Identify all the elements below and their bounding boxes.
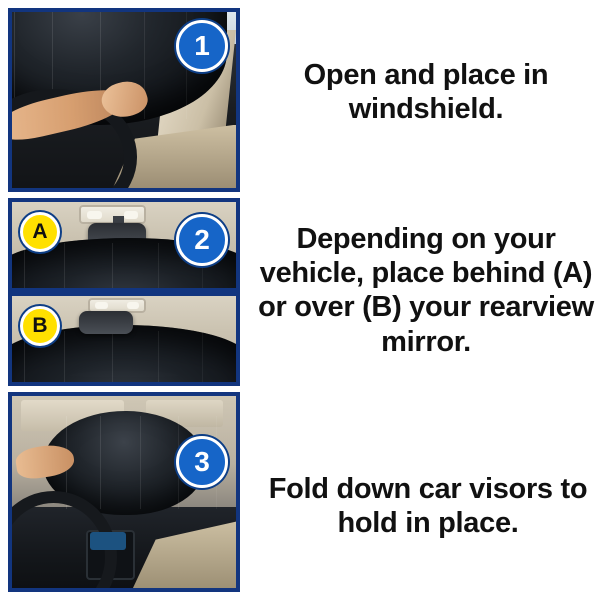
step-1-photo-panel <box>8 8 240 192</box>
step-1-badge: 1 <box>176 20 228 72</box>
step-2-badge: 2 <box>176 214 228 266</box>
step-2-marker-a: A <box>20 212 60 252</box>
step-3-photo <box>12 396 236 588</box>
step-2-caption: Depending on your vehicle, place behind (A) or over (B) your rearview mirror. <box>258 223 594 358</box>
infotainment-screen <box>90 532 126 549</box>
step-2b-photo-panel <box>8 292 240 386</box>
step-2-marker-b: B <box>20 306 60 346</box>
step-3-badge: 3 <box>176 436 228 488</box>
step-3-photo-panel <box>8 392 240 592</box>
step-3-caption: Fold down car visors to hold in place. <box>268 473 588 540</box>
rearview-mirror <box>79 311 133 333</box>
step-1-caption: Open and place in windshield. <box>303 59 549 126</box>
step-2a-photo-panel <box>8 198 240 292</box>
